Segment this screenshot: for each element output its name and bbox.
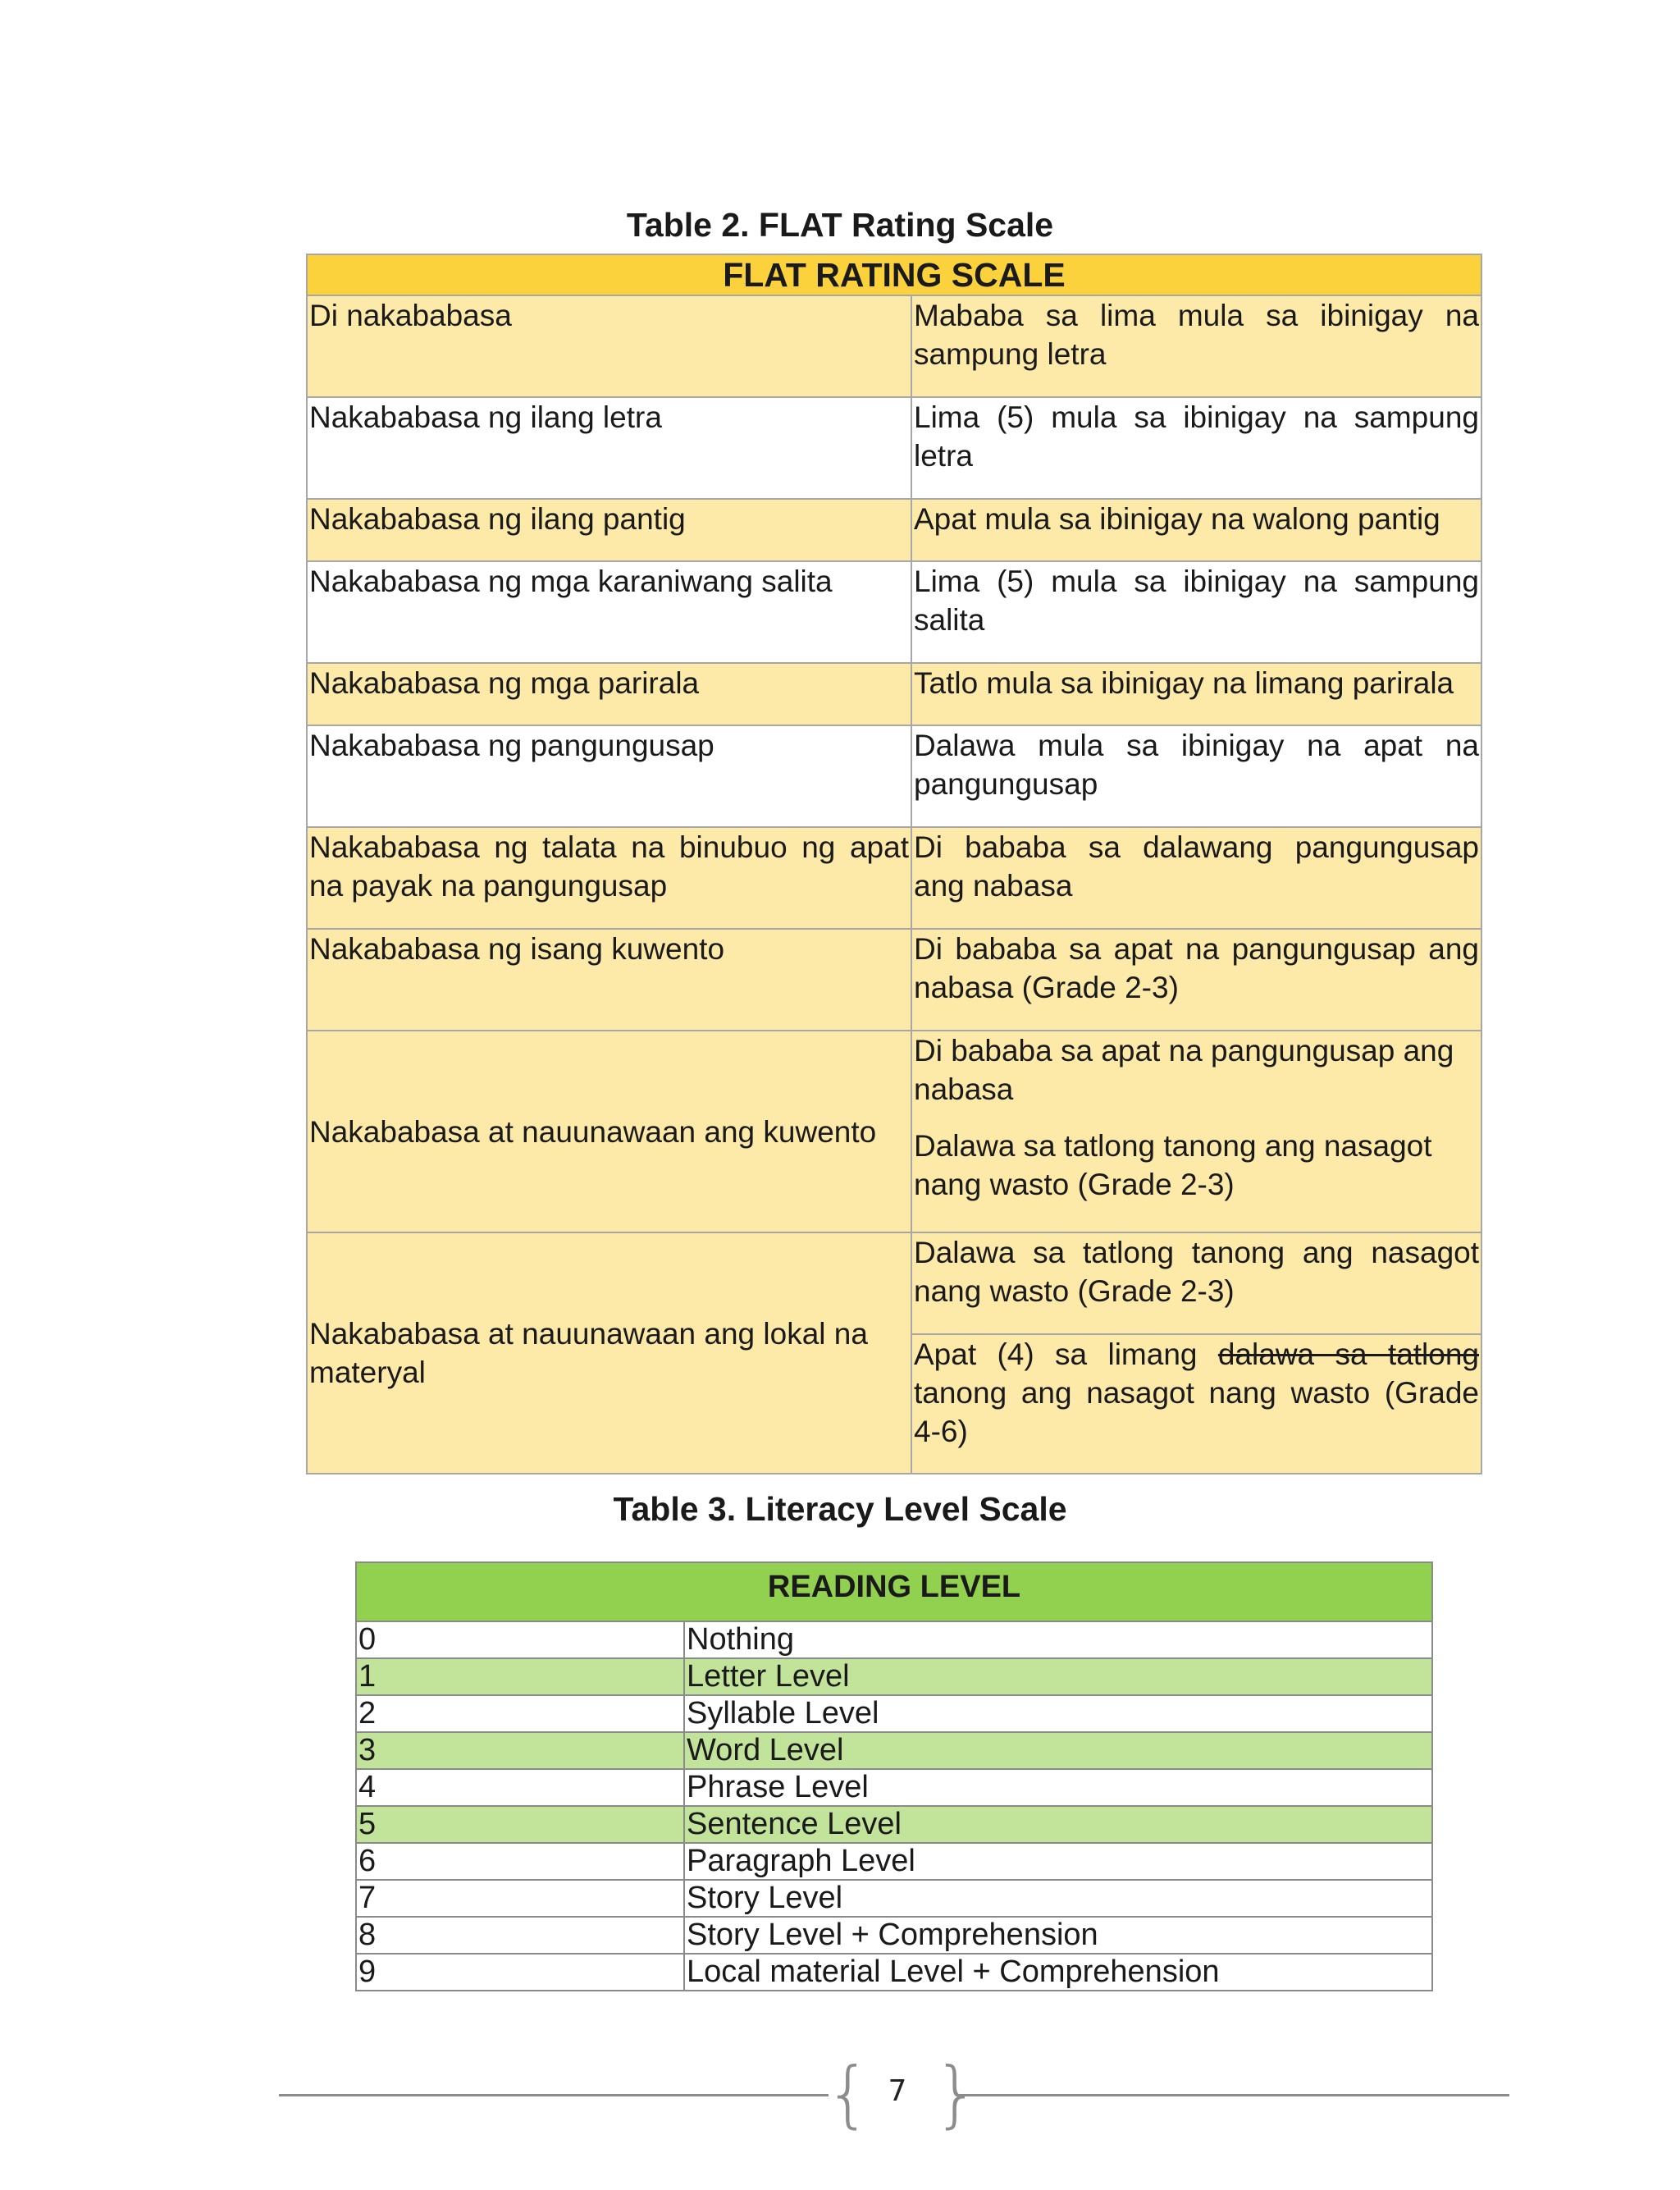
rating-criteria [911, 1031, 1481, 1232]
level-name: Syllable Level [684, 1695, 1432, 1732]
table-row [307, 1031, 1481, 1232]
rating-label: Nakababasa ng pangungusap [307, 725, 911, 827]
rating-label: Nakababasa ng talata na binubuo ng apat na payak na pangungusap [307, 827, 911, 929]
struck-text: dalawa sa tatlong [1217, 1337, 1479, 1371]
level-name: Nothing [684, 1621, 1432, 1658]
rating-criteria: Lima (5) mula sa ibinigay na sampung letra [911, 397, 1481, 499]
rating-label: Nakababasa at nauunawaan ang lokal na materyal [307, 1232, 911, 1474]
level-name: Phrase Level [684, 1769, 1432, 1806]
table-header-row [307, 254, 1481, 295]
criteria-text: tanong ang nasagot nang wasto (Grade 4-6) [914, 1376, 1479, 1448]
level-number: 0 [356, 1621, 684, 1658]
criteria-paragraph: Di bababa sa apat na pangungusap ang nabasa [914, 1034, 1454, 1106]
rating-label: Nakababasa ng ilang letra [307, 397, 911, 499]
table3-caption: Table 3. Literacy Level Scale [613, 1490, 1067, 1528]
level-number: 1 [356, 1658, 684, 1695]
rating-criteria [911, 1334, 1481, 1474]
rating-label: Nakababasa ng mga parirala [307, 663, 911, 725]
rating-criteria: Dalawa mula sa ibinigay na apat na pangungusap [911, 725, 1481, 827]
table-row [356, 1917, 1432, 1954]
rating-label: Nakababasa ng isang kuwento [307, 929, 911, 1031]
table-row [356, 1954, 1432, 1991]
rating-criteria: Mababa sa lima mula sa ibinigay na sampung letra [911, 295, 1481, 397]
table2-caption: Table 2. FLAT Rating Scale [626, 206, 1054, 244]
level-name: Local material Level + Comprehension [684, 1954, 1432, 1991]
level-number: 7 [356, 1880, 684, 1917]
table-header: FLAT RATING SCALE [307, 254, 1481, 295]
level-number: 3 [356, 1732, 684, 1769]
rating-criteria: Lima (5) mula sa ibinigay na sampung salita [911, 561, 1481, 663]
level-number: 8 [356, 1917, 684, 1954]
table-row [356, 1769, 1432, 1806]
level-name: Story Level + Comprehension [684, 1917, 1432, 1954]
rating-criteria: Tatlo mula sa ibinigay na limang parirala [911, 663, 1481, 725]
level-name: Letter Level [684, 1658, 1432, 1695]
rating-criteria: Dalawa sa tatlong tanong ang nasagot nang wasto (Grade 2-3) [911, 1232, 1481, 1334]
table-row [356, 1806, 1432, 1843]
rating-criteria: Apat mula sa ibinigay na walong pantig [911, 499, 1481, 561]
table-row [307, 725, 1481, 827]
level-number: 2 [356, 1695, 684, 1732]
table-header-row [356, 1562, 1432, 1621]
rating-label: Nakababasa ng mga karaniwang salita [307, 561, 911, 663]
footer-rule-right [958, 2094, 1509, 2096]
page-number: 7 [888, 2074, 907, 2108]
criteria-text: Apat (4) sa limang [914, 1337, 1218, 1371]
flat-rating-scale-table [306, 254, 1482, 1474]
table-row [356, 1732, 1432, 1769]
level-number: 6 [356, 1843, 684, 1880]
level-name: Word Level [684, 1732, 1432, 1769]
table-row [356, 1658, 1432, 1695]
rating-label: Nakababasa at nauunawaan ang kuwento [307, 1031, 911, 1232]
rating-criteria: Di bababa sa dalawang pangungusap ang nabasa [911, 827, 1481, 929]
table-row [356, 1843, 1432, 1880]
level-name: Story Level [684, 1880, 1432, 1917]
level-name: Sentence Level [684, 1806, 1432, 1843]
literacy-level-table [355, 1561, 1433, 1991]
footer-rule-left [279, 2094, 829, 2096]
table-row [356, 1621, 1432, 1658]
level-number: 4 [356, 1769, 684, 1806]
rating-label: Di nakababasa [307, 295, 911, 397]
level-number: 9 [356, 1954, 684, 1991]
table-row [307, 561, 1481, 663]
criteria-paragraph: Dalawa sa tatlong tanong ang nasagot nang wasto (Grade 2-3) [914, 1129, 1432, 1201]
table-row [307, 827, 1481, 929]
table-row [307, 1232, 1481, 1334]
rating-label: Nakababasa ng ilang pantig [307, 499, 911, 561]
table-row [307, 663, 1481, 725]
level-name: Paragraph Level [684, 1843, 1432, 1880]
table-row [356, 1880, 1432, 1917]
left-brace-icon: { [825, 2051, 871, 2136]
table-row [356, 1695, 1432, 1732]
level-number: 5 [356, 1806, 684, 1843]
table-header: READING LEVEL [356, 1562, 1432, 1621]
table-row [307, 397, 1481, 499]
rating-criteria: Di bababa sa apat na pangungusap ang nabasa (Grade 2-3) [911, 929, 1481, 1031]
table-row [307, 929, 1481, 1031]
table-row [307, 295, 1481, 397]
table-row [307, 499, 1481, 561]
right-brace-icon: } [934, 2051, 979, 2136]
